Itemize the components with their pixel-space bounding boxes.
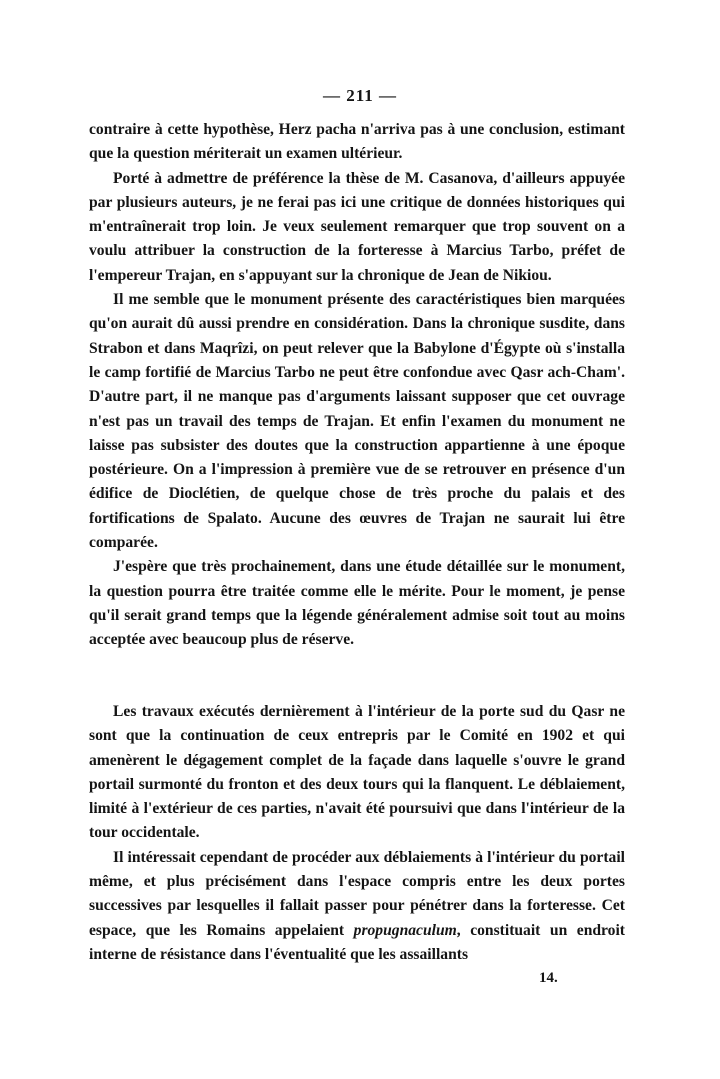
text-section-1 <box>89 118 625 653</box>
latin-term: propugnaculum <box>353 921 457 939</box>
paragraph: contraire à cette hypothèse, Herz pacha n'arriva pas à une conclusion, estimant que la question mériterait un examen ultérieur. <box>89 121 625 163</box>
paragraph: Porté à admettre de préférence la thèse de M. Casanova, d'ailleurs appuyée par plusieurs auteurs, je ne ferai pas ici une critique de données historiques qui m'entraînerait trop loin. Je veux seulement remarquer que trop souvent on a voulu attribuer la construction de la forteresse à Marcius Tarbo, préfet de l'empereur Trajan, en s'appuyant sur la chronique de Jean de Nikiou. <box>89 169 625 284</box>
text-run: , constituait un endroit interne de résistance dans l'éventualité que les assaillants <box>89 921 625 963</box>
paragraph <box>89 846 625 967</box>
text-run: Il intéressait cependant de procéder aux déblaiements à l'intérieur du portail même, et plus précisément dans l'espace compris entre les deux portes successives par lesquelles il fallait passer pour pénétrer dans la forteresse. Cet espace, que les Romains appelaient <box>89 848 625 939</box>
signature-mark: 14. <box>539 970 558 986</box>
paragraph: J'espère que très prochainement, dans une étude détaillée sur le monument, la question pourra être traitée comme elle le mérite. Pour le moment, je pense qu'il serait grand temps que la légende généralement admise soit tout au moins acceptée avec beaucoup plus de réserve. <box>89 558 625 649</box>
paragraph: Il me semble que le monument présente des caractéristiques bien marquées qu'on aurait dû aussi prendre en considération. Dans la chronique susdite, dans Strabon et dans Maqrîzi, on peut relever que la Babylone d'Égypte où s'installa le camp fortifié de Marcius Tarbo ne peut être confondue avec Qasr ach-Cham'. D'autre part, il ne manque pas d'arguments laissant supposer que cet ouvrage n'est pas un travail des temps de Trajan. Et enfin l'examen du monument ne laisse pas subsister des doutes que la construction appartienne à une époque postérieure. On a l'impression à première vue de se retrouver en présence d'un édifice de Dioclétien, de quelque chose de très proche du palais et des fortifications de Spalato. Aucune des œuvres de Trajan ne saurait lui être comparée. <box>89 291 625 552</box>
paragraph: Les travaux exécutés dernièrement à l'intérieur de la porte sud du Qasr ne sont que la continuation de ceux entrepris par le Comité en 1902 et qui amenèrent le dégagement complet de la façade dans laquelle s'ouvre le grand portail surmonté du fronton et des deux tours qui la flanquent. Le déblaiement, limité à l'extérieur de ces parties, n'avait été poursuivi que dans l'intérieur de la tour occidentale. <box>89 703 625 842</box>
text-section-2 <box>89 700 625 967</box>
page-number: — 211 — <box>322 86 398 105</box>
